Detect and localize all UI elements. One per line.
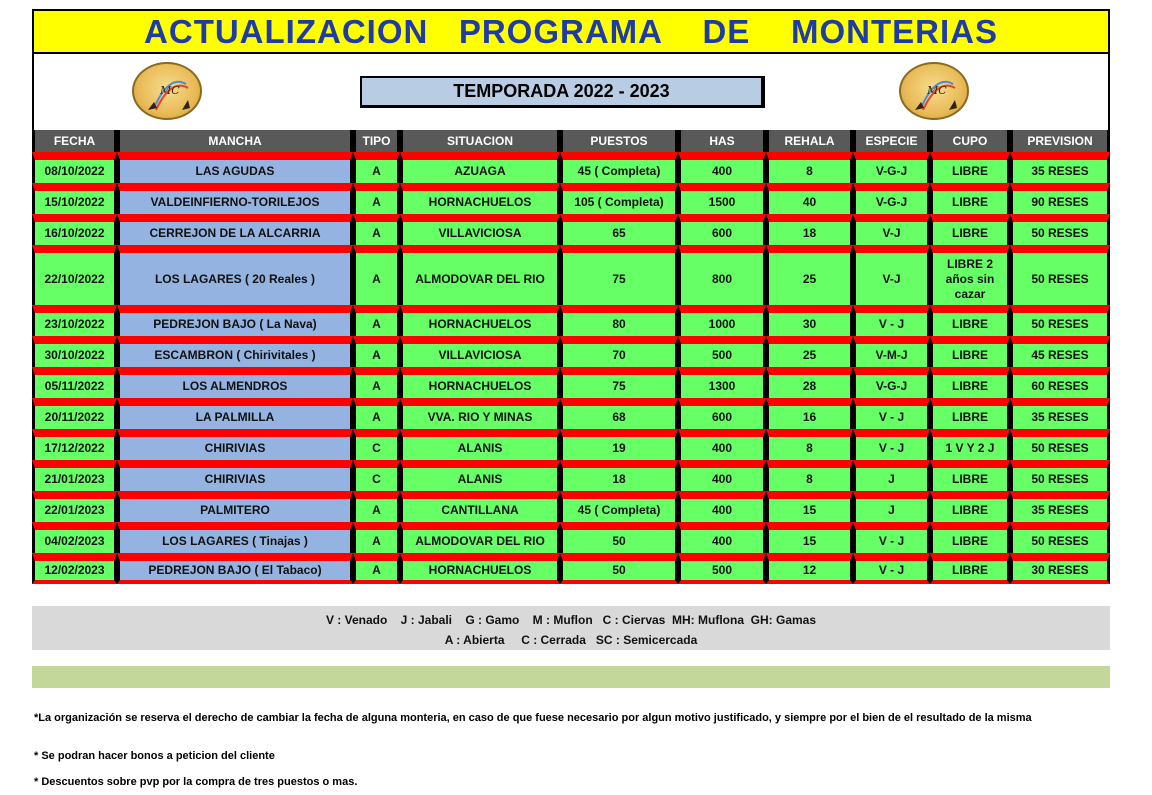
cell-rehala: 8 — [766, 460, 853, 491]
cell-tipo: A — [353, 245, 400, 305]
cell-rehala: 15 — [766, 522, 853, 553]
svg-text:MC: MC — [927, 84, 947, 97]
cell-prevision: 45 RESES — [1010, 336, 1110, 367]
cell-situacion: HORNACHUELOS — [400, 553, 560, 584]
cell-situacion: ALMODOVAR DEL RIO — [400, 245, 560, 305]
cell-cupo: LIBRE — [930, 367, 1010, 398]
cell-puestos: 45 ( Completa) — [560, 152, 678, 183]
cell-prevision: 35 RESES — [1010, 398, 1110, 429]
cell-situacion: VVA. RIO Y MINAS — [400, 398, 560, 429]
table-row — [32, 183, 1110, 214]
cell-mancha: PALMITERO — [117, 491, 353, 522]
cell-mancha: LOS LAGARES ( 20 Reales ) — [117, 245, 353, 305]
species-legend: V : Venado J : Jabali G : Gamo M : Muflon C : Ciervas MH: Muflona GH: Gamas — [325, 613, 817, 627]
cell-fecha: 20/11/2022 — [32, 398, 117, 429]
cell-tipo: A — [353, 398, 400, 429]
cell-especie: V-G-J — [853, 152, 930, 183]
column-header: PUESTOS — [560, 130, 678, 152]
cell-situacion: HORNACHUELOS — [400, 305, 560, 336]
table-row — [32, 245, 1110, 305]
note-line: * Descuentos sobre pvp por la compra de tres puestos o mas. — [34, 776, 358, 788]
cell-especie: V-M-J — [853, 336, 930, 367]
cell-rehala: 15 — [766, 491, 853, 522]
cell-fecha: 08/10/2022 — [32, 152, 117, 183]
cell-fecha: 23/10/2022 — [32, 305, 117, 336]
cell-tipo: A — [353, 183, 400, 214]
cell-mancha: LOS ALMENDROS — [117, 367, 353, 398]
cell-fecha: 16/10/2022 — [32, 214, 117, 245]
cell-mancha: PEDREJON BAJO ( El Tabaco) — [117, 553, 353, 584]
title-bar — [32, 9, 1110, 54]
cell-situacion: HORNACHUELOS — [400, 183, 560, 214]
cell-situacion: HORNACHUELOS — [400, 367, 560, 398]
cell-cupo: LIBRE — [930, 152, 1010, 183]
cell-tipo: A — [353, 367, 400, 398]
cell-fecha: 12/02/2023 — [32, 553, 117, 584]
cell-situacion: ALANIS — [400, 429, 560, 460]
cell-puestos: 70 — [560, 336, 678, 367]
cell-cupo: 1 V Y 2 J — [930, 429, 1010, 460]
cell-has: 600 — [678, 214, 766, 245]
cell-cupo: LIBRE — [930, 460, 1010, 491]
cell-has: 400 — [678, 460, 766, 491]
column-header: ESPECIE — [853, 130, 930, 152]
cell-mancha: VALDEINFIERNO-TORILEJOS — [117, 183, 353, 214]
cell-rehala: 16 — [766, 398, 853, 429]
cell-tipo: A — [353, 214, 400, 245]
note-line: * Se podran hacer bonos a peticion del cliente — [34, 750, 275, 762]
cell-has: 500 — [678, 553, 766, 584]
cell-prevision: 50 RESES — [1010, 214, 1110, 245]
cell-situacion: VILLAVICIOSA — [400, 214, 560, 245]
cell-tipo: A — [353, 553, 400, 584]
cell-has: 1000 — [678, 305, 766, 336]
cell-rehala: 40 — [766, 183, 853, 214]
cell-has: 1500 — [678, 183, 766, 214]
cell-rehala: 30 — [766, 305, 853, 336]
cell-tipo: A — [353, 522, 400, 553]
cell-fecha: 05/11/2022 — [32, 367, 117, 398]
cell-tipo: A — [353, 152, 400, 183]
cell-cupo: LIBRE — [930, 398, 1010, 429]
cell-rehala: 18 — [766, 214, 853, 245]
cell-mancha: LOS LAGARES ( Tinajas ) — [117, 522, 353, 553]
table-row — [32, 491, 1110, 522]
cell-situacion: VILLAVICIOSA — [400, 336, 560, 367]
cell-cupo: LIBRE — [930, 336, 1010, 367]
cell-especie: V - J — [853, 305, 930, 336]
cell-cupo: LIBRE 2 años sin cazar — [930, 245, 1010, 305]
column-header: HAS — [678, 130, 766, 152]
cell-rehala: 28 — [766, 367, 853, 398]
cell-rehala: 25 — [766, 336, 853, 367]
column-header: FECHA — [32, 130, 117, 152]
cell-mancha: CERREJON DE LA ALCARRIA — [117, 214, 353, 245]
cell-mancha: LAS AGUDAS — [117, 152, 353, 183]
cell-especie: V - J — [853, 553, 930, 584]
table-row — [32, 305, 1110, 336]
cell-has: 400 — [678, 491, 766, 522]
cell-tipo: A — [353, 491, 400, 522]
table-row — [32, 429, 1110, 460]
cell-prevision: 50 RESES — [1010, 522, 1110, 553]
table-header-row — [32, 130, 1110, 152]
page-title: ACTUALIZACION PROGRAMA DE MONTERIAS — [144, 12, 998, 50]
cell-has: 600 — [678, 398, 766, 429]
cell-has: 1300 — [678, 367, 766, 398]
table-row — [32, 460, 1110, 491]
cell-cupo: LIBRE — [930, 183, 1010, 214]
cell-especie: V-J — [853, 245, 930, 305]
cell-prevision: 30 RESES — [1010, 553, 1110, 584]
cell-especie: V-G-J — [853, 183, 930, 214]
cell-puestos: 65 — [560, 214, 678, 245]
cell-has: 800 — [678, 245, 766, 305]
cell-puestos: 75 — [560, 367, 678, 398]
cell-especie: J — [853, 491, 930, 522]
cell-prevision: 50 RESES — [1010, 460, 1110, 491]
cell-has: 400 — [678, 429, 766, 460]
cell-especie: V - J — [853, 429, 930, 460]
cell-situacion: CANTILLANA — [400, 491, 560, 522]
cell-tipo: C — [353, 429, 400, 460]
cell-has: 400 — [678, 522, 766, 553]
season-label: TEMPORADA 2022 - 2023 — [360, 76, 765, 108]
cell-situacion: AZUAGA — [400, 152, 560, 183]
type-legend: A : Abierta C : Cerrada SC : Semicercada — [444, 633, 698, 647]
cell-cupo: LIBRE — [930, 305, 1010, 336]
cell-cupo: LIBRE — [930, 553, 1010, 584]
cell-puestos: 80 — [560, 305, 678, 336]
cell-prevision: 90 RESES — [1010, 183, 1110, 214]
column-header: REHALA — [766, 130, 853, 152]
cell-puestos: 105 ( Completa) — [560, 183, 678, 214]
table-row — [32, 214, 1110, 245]
cell-mancha: CHIRIVIAS — [117, 429, 353, 460]
cell-fecha: 04/02/2023 — [32, 522, 117, 553]
cell-puestos: 68 — [560, 398, 678, 429]
cell-has: 500 — [678, 336, 766, 367]
cell-situacion: ALANIS — [400, 460, 560, 491]
cell-especie: J — [853, 460, 930, 491]
cell-prevision: 35 RESES — [1010, 491, 1110, 522]
cell-puestos: 19 — [560, 429, 678, 460]
monterias-schedule-table — [32, 130, 1110, 584]
cell-mancha: LA PALMILLA — [117, 398, 353, 429]
table-row — [32, 367, 1110, 398]
column-header: MANCHA — [117, 130, 353, 152]
table-row — [32, 398, 1110, 429]
monterias-logo — [899, 62, 969, 120]
cell-puestos: 45 ( Completa) — [560, 491, 678, 522]
table-row — [32, 522, 1110, 553]
cell-mancha: PEDREJON BAJO ( La Nava) — [117, 305, 353, 336]
table-row — [32, 553, 1110, 584]
cell-tipo: A — [353, 336, 400, 367]
cell-prevision: 60 RESES — [1010, 367, 1110, 398]
cell-cupo: LIBRE — [930, 491, 1010, 522]
note-line: *La organización se reserva el derecho de cambiar la fecha de alguna monteria, en caso de que fuese necesario por algun motivo justificado, y siempre por el bien de el resultado de la misma — [34, 712, 1032, 724]
cell-especie: V - J — [853, 522, 930, 553]
cell-cupo: LIBRE — [930, 214, 1010, 245]
cell-rehala: 25 — [766, 245, 853, 305]
table-row — [32, 152, 1110, 183]
column-header: PREVISION — [1010, 130, 1110, 152]
cell-fecha: 30/10/2022 — [32, 336, 117, 367]
cell-puestos: 50 — [560, 553, 678, 584]
cell-tipo: C — [353, 460, 400, 491]
cell-fecha: 22/10/2022 — [32, 245, 117, 305]
cell-especie: V - J — [853, 398, 930, 429]
cell-cupo: LIBRE — [930, 522, 1010, 553]
cell-especie: V-G-J — [853, 367, 930, 398]
cell-fecha: 17/12/2022 — [32, 429, 117, 460]
cell-puestos: 18 — [560, 460, 678, 491]
cell-fecha: 22/01/2023 — [32, 491, 117, 522]
cell-prevision: 50 RESES — [1010, 245, 1110, 305]
legend-box — [32, 606, 1110, 650]
cell-rehala: 8 — [766, 152, 853, 183]
cell-has: 400 — [678, 152, 766, 183]
svg-text:MC: MC — [160, 84, 180, 97]
olive-divider — [32, 666, 1110, 688]
column-header: TIPO — [353, 130, 400, 152]
cell-prevision: 50 RESES — [1010, 305, 1110, 336]
header-band — [32, 54, 1110, 130]
table-row — [32, 336, 1110, 367]
cell-prevision: 50 RESES — [1010, 429, 1110, 460]
cell-puestos: 75 — [560, 245, 678, 305]
cell-puestos: 50 — [560, 522, 678, 553]
cell-rehala: 12 — [766, 553, 853, 584]
cell-mancha: ESCAMBRON ( Chirivitales ) — [117, 336, 353, 367]
cell-especie: V-J — [853, 214, 930, 245]
cell-situacion: ALMODOVAR DEL RIO — [400, 522, 560, 553]
column-header: SITUACION — [400, 130, 560, 152]
cell-tipo: A — [353, 305, 400, 336]
monterias-logo — [132, 62, 202, 120]
column-header: CUPO — [930, 130, 1010, 152]
cell-fecha: 21/01/2023 — [32, 460, 117, 491]
cell-prevision: 35 RESES — [1010, 152, 1110, 183]
cell-mancha: CHIRIVIAS — [117, 460, 353, 491]
cell-rehala: 8 — [766, 429, 853, 460]
cell-fecha: 15/10/2022 — [32, 183, 117, 214]
